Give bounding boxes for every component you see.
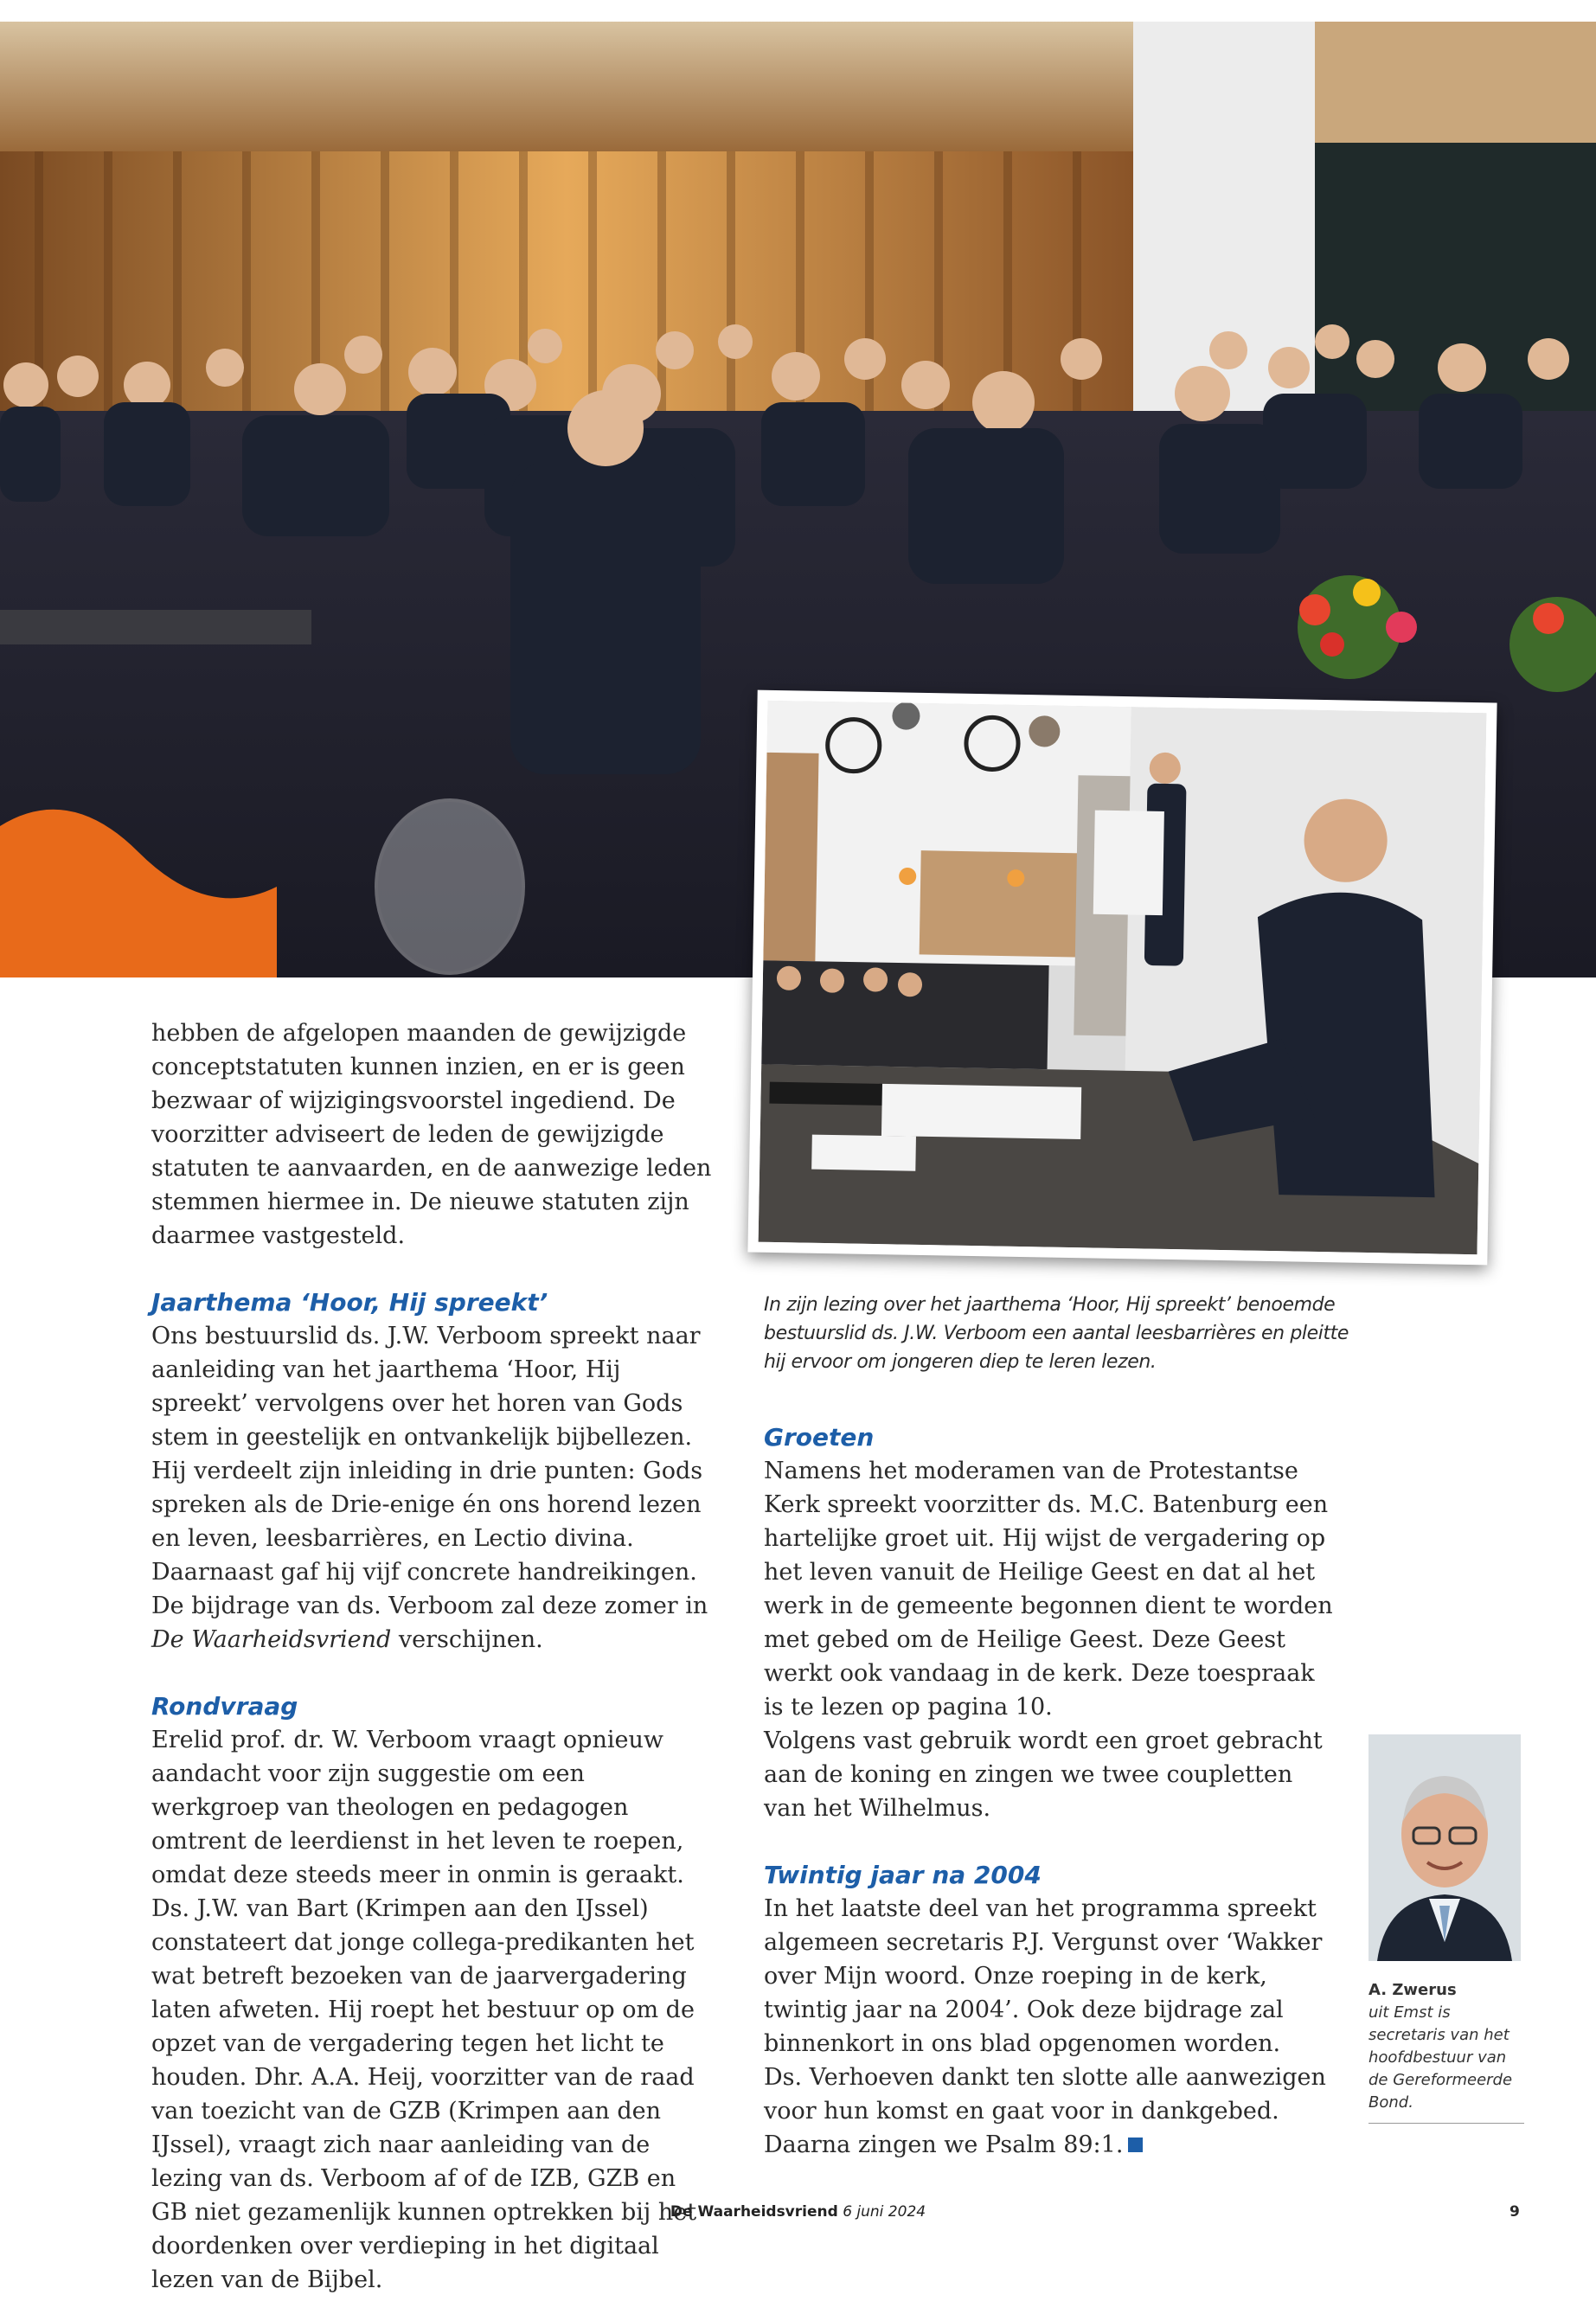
article-right-column bbox=[764, 1420, 1335, 2162]
section-body-groeten: Namens het moderamen van de Protestantse Kerk spreekt voorzitter ds. M.C. Batenburg een hartelijke groet uit. Hij wijst de vergadering op het leven vanuit de Heilige Geest en dat al het werk in de gemeente begonnen dient te worden met gebed om de Heilige Geest. Deze Geest werkt ook vandaag in de kerk. Deze toespraak is te lezen op pagina 10. bbox=[764, 1458, 1333, 1721]
section-body-rondvraag: Erelid prof. dr. W. Verboom vraagt opnieuw aandacht voor zijn suggestie om een werkgroep van theologen en pedagogen omtrent de leerdienst in het leven te roepen, omdat deze steeds meer in onmin is geraakt. Ds. J.W. van Bart (Krimpen aan den IJssel) constateert dat jonge collega-predikanten het wat betreft bezoeken van de jaarvergadering laten afweten. Hij roept het bestuur op om de opzet van de vergadering tegen het licht te houden. Dhr. A.A. Heij, voorzitter van de raad van toezicht van de GZB (Krimpen aan den IJssel), vraagt zich naar aanleiding van de lezing van ds. Verboom af of de IZB, GZB en GB niet gezamenlijk kunnen optrekken bij het doordenken over verdieping in het digitaal lezen van de Bijbel. bbox=[151, 1727, 697, 2293]
page-number: 9 bbox=[1509, 2203, 1520, 2221]
section-heading-rondvraag: Rondvraag bbox=[151, 1692, 298, 1721]
inset-photo bbox=[747, 690, 1497, 1266]
section-body-jaarthema: Ons bestuurslid ds. J.W. Verboom spreekt naar aanleiding van het jaarthema ‘Hoor, Hij spreekt’ vervolgens over het horen van Gods stem in geestelijk en ontvankelijk bijbellezen. Hij verdeelt zijn inleiding in drie punten: Gods spreken als de Drie-enige én ons horend lezen en leven, leesbarrières, en Lectio divina. Daarnaast gaf hij vijf concrete handreikingen. De bijdrage van ds. Verboom zal deze zomer in De Waarheidsvriend verschijnen. bbox=[151, 1323, 708, 1653]
section-heading-jaarthema: Jaarthema ‘Hoor, Hij spreekt’ bbox=[151, 1288, 548, 1317]
magazine-title: De Waarheidsvriend bbox=[151, 1626, 392, 1653]
inset-photo-caption: In zijn lezing over het jaarthema ‘Hoor, Hij spreekt’ benoemde bestuurslid ds. J.W. Verboom een aantal leesbarrières en pleitte hij ervoor om jongeren diep te leren lezen. bbox=[764, 1294, 1349, 1373]
author-bio bbox=[1368, 1979, 1524, 2124]
page-footer bbox=[0, 2203, 1596, 2221]
avatar bbox=[1368, 1734, 1521, 1961]
author-portrait bbox=[1368, 1734, 1521, 1961]
article-left-column bbox=[151, 1016, 718, 2297]
section-body-twintig-jaar: In het laatste deel van het programma spreekt algemeen secretaris P.J. Vergunst over ‘Wakker over Mijn woord. Onze roeping in de kerk, twintig jaar na 2004’. Ook deze bijdrage zal binnenkort in ons blad opgenomen worden. bbox=[764, 1895, 1323, 2057]
footer-date: 6 juni 2024 bbox=[843, 2203, 926, 2221]
section-body-groeten-2: Volgens vast gebruik wordt een groet gebracht aan de koning en zingen we twee coupletten van het Wilhelmus. bbox=[764, 1727, 1323, 1822]
author-description: uit Emst is secretaris van het hoofdbestuur van de Gereformeerde Bond. bbox=[1368, 2003, 1513, 2112]
intro-paragraph: hebben de afgelopen maanden de gewijzigde conceptstatuten kunnen inzien, en er is geen bezwaar of wijzigingsvoorstel ingediend. De voorzitter adviseert de leden de gewijzigde statuten te aanvaarden, en de aanwezige leden stemmen hiermee in. De nieuwe statuten zijn daarmee vastgesteld. bbox=[151, 1020, 712, 1249]
section-heading-groeten: Groeten bbox=[764, 1423, 875, 1452]
section-body-twintig-jaar-2: Ds. Verhoeven dankt ten slotte alle aanwezigen voor hun komst en gaat voor in dankgebed. Daarna zingen we Psalm 89:1. bbox=[764, 2064, 1326, 2158]
author-name: A. Zwerus bbox=[1368, 1981, 1457, 1999]
footer-magazine: De Waarheidsvriend bbox=[670, 2203, 838, 2221]
speaker-at-lectern-photo bbox=[759, 701, 1487, 1254]
section-heading-twintig-jaar: Twintig jaar na 2004 bbox=[764, 1861, 1042, 1889]
end-mark-square bbox=[1128, 2138, 1143, 2152]
